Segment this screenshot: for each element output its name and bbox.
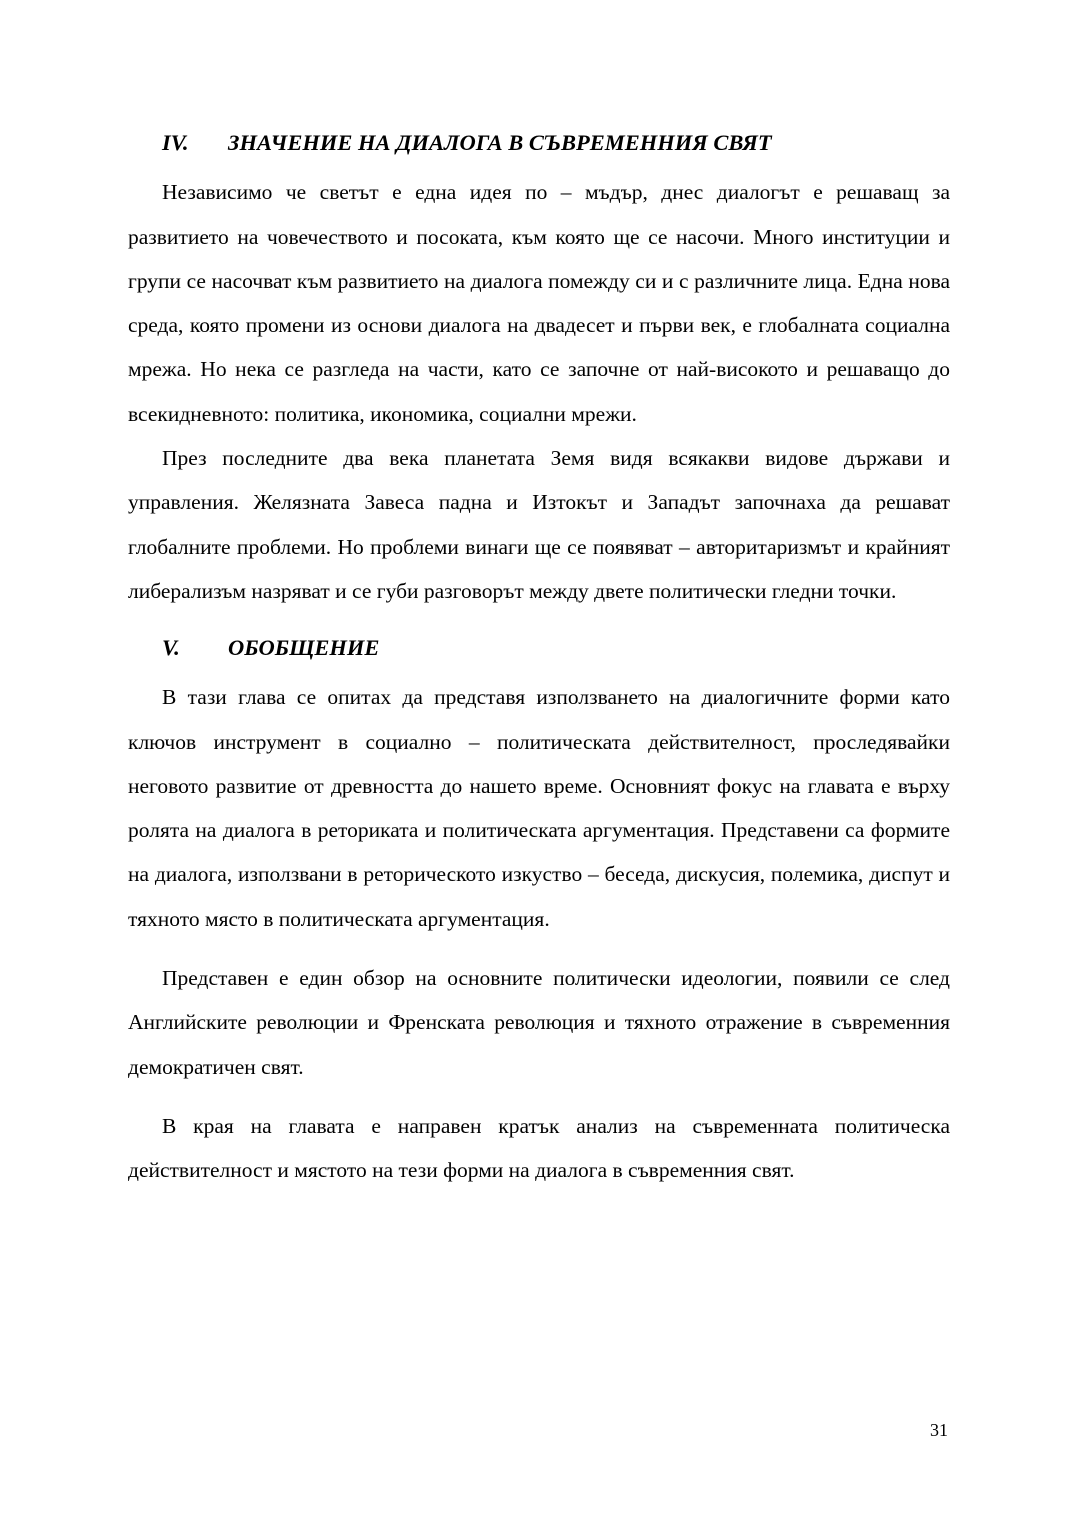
page-number: 31 (930, 1420, 948, 1440)
heading-number: V. (162, 635, 180, 661)
heading-text: ОБОБЩЕНИЕ (228, 635, 380, 661)
heading-number: IV. (162, 130, 189, 155)
section-heading-iv (128, 128, 950, 157)
heading-text: ЗНАЧЕНИЕ НА ДИАЛОГА В СЪВРЕМЕННИЯ СВЯТ (228, 130, 772, 155)
paragraph: Представен е един обзор на основните политически идеологии, появили се след Английските революции и Френската революция и тяхното отражение в съвременния демократичен свят. (128, 966, 950, 1079)
section-heading-v (128, 633, 950, 662)
paragraph: Независимо че светът е една идея по – мъдър, днес диалогът е решаващ за развитието на човечеството и посоката, към която ще се насочи. Много институции и групи се насочват към развитието на диалога помежду си и с различните лица. Една нова среда, която промени из основи диалога на двадесет и първи век, е глобалната социална мрежа. Но нека се разгледа на части, като се започне от най-високото и решаващо до всекидневното: политика, икономика, социални мрежи. (128, 180, 950, 426)
paragraph: В тази глава се опитах да представя използването на диалогичните форми като ключов инструмент в социално – политическата действителност, проследявайки неговото развитие от древността до нашето време. Основният фокус на главата е върху ролята на диалога в реториката и политическата аргументация. Представени са формите на диалога, използвани в реторическото изкуство – беседа, дискусия, полемика, диспут и тяхното място в политическата аргументация. (128, 685, 950, 931)
paragraph: През последните два века планетата Земя видя всякакви видове държави и управления. Желязната Завеса падна и Изтокът и Западът започнаха да решават глобалните проблеми. Но проблеми винаги ще се появяват – авторитаризмът и крайният либерализъм назряват и се губи разговорът между двете политически гледни точки. (128, 445, 950, 603)
paragraph: В края на главата е направен кратък анализ на съвременната политическа действителност и мястото на тези форми на диалога в съвременния свят. (128, 1113, 950, 1183)
